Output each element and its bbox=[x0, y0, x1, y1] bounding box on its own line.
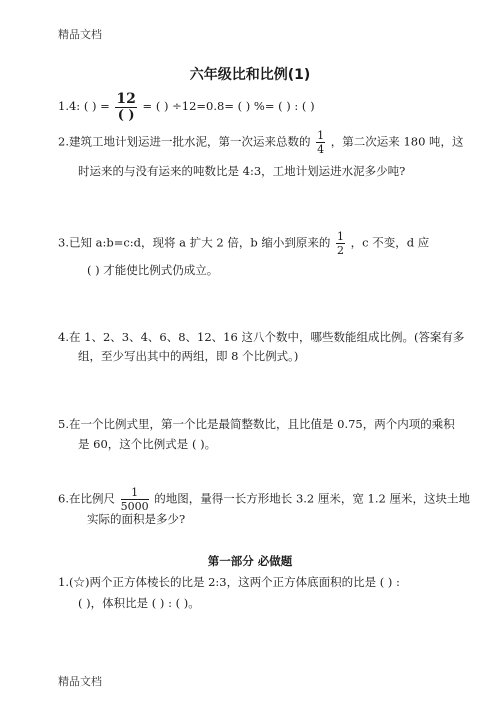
question-2-text-b: ，第二次运来 180 吨，这 bbox=[330, 134, 464, 149]
question-6-line-2: 实际的面积是多少? bbox=[87, 512, 186, 526]
section-question-1-line-2: ( )，体积比是 ( ) : ( )。 bbox=[78, 596, 200, 610]
question-3-line-1 bbox=[58, 231, 429, 256]
fraction-denominator: 4 bbox=[317, 143, 325, 156]
question-2-line-1 bbox=[58, 130, 464, 155]
question-2-line-2: 时运来的与没有运来的吨数比是 4:3，工地计划运进水泥多少吨? bbox=[78, 164, 406, 178]
header-label: 精品文档 bbox=[58, 28, 102, 41]
question-6-fraction bbox=[121, 487, 149, 512]
question-3-text-b: ，c 不变，d 应 bbox=[350, 235, 430, 250]
question-3-text-a: 3.已知 a:b=c:d，现将 a 扩大 2 倍，b 缩小到原来的 bbox=[58, 235, 331, 250]
question-3-fraction bbox=[336, 231, 345, 256]
question-1 bbox=[58, 92, 315, 122]
question-1-fraction bbox=[115, 92, 136, 122]
fraction-numerator: 1 bbox=[337, 230, 344, 243]
question-1-text-b: = ( ) ÷12=0.8= ( ) %= ( ) : ( ) bbox=[142, 99, 315, 113]
fraction-denominator: 2 bbox=[337, 244, 344, 257]
fraction-denominator: 5000 bbox=[120, 500, 149, 513]
question-4-line-1: 4.在 1、2、3、4、6、8、12、16 这八个数中，哪些数能组成比例。(答案有多 bbox=[58, 330, 465, 344]
question-2-text-a: 2.建筑工地计划运进一批水泥，第一次运来总数的 bbox=[58, 134, 311, 149]
question-4-line-2: 组，至少写出其中的两组，即 8 个比例式。) bbox=[78, 349, 299, 363]
fraction-numerator: 1 bbox=[121, 487, 149, 500]
page-title: 六年级比和比例(1) bbox=[189, 67, 311, 83]
question-2-fraction bbox=[316, 130, 325, 155]
section-heading: 第一部分 必做题 bbox=[207, 554, 293, 568]
question-1-text-a: 1.4: ( ) = bbox=[58, 99, 110, 113]
footer-label: 精品文档 bbox=[58, 675, 102, 688]
question-5-line-1: 5.在一个比例式里，第一个比是最简整数比，且比值是 0.75，两个内项的乘积 bbox=[58, 417, 455, 431]
question-6-line-1 bbox=[58, 487, 470, 512]
fraction-numerator: 12 bbox=[116, 91, 136, 107]
fraction-denominator: ( ) bbox=[117, 108, 135, 123]
question-3-line-2: ( ) 才能使比例式仍成立。 bbox=[87, 263, 219, 277]
section-question-1-line-1: 1.(☆)两个正方体棱长的比是 2:3，这两个正方体底面积的比是 ( ) : bbox=[58, 575, 400, 589]
question-6-text-b: 的地图，量得一长方形地长 3.2 厘米，宽 1.2 厘米，这块土地 bbox=[154, 491, 470, 506]
question-5-line-2: 是 60，这个比例式是 ( )。 bbox=[78, 437, 217, 451]
fraction-numerator: 1 bbox=[317, 129, 325, 142]
question-6-text-a: 6.在比例尺 bbox=[58, 491, 115, 506]
